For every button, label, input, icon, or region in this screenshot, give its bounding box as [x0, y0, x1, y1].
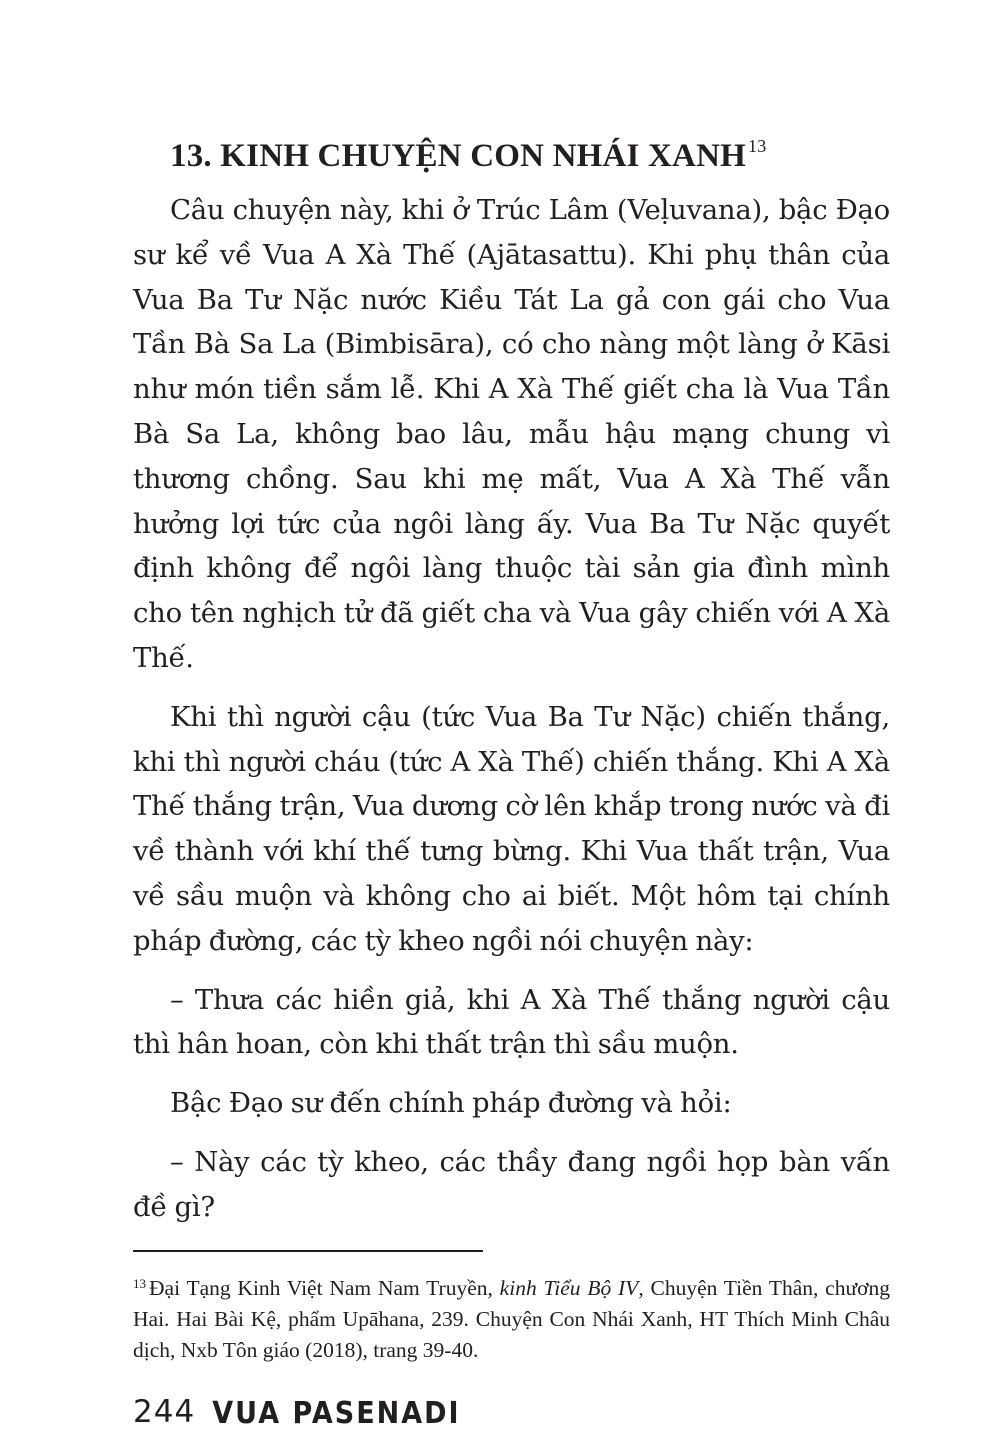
footnote-reference[interactable]: 13	[748, 136, 767, 156]
running-title: VUA PASENADI	[212, 1396, 461, 1431]
paragraph: Câu chuyện này, khi ở Trúc Lâm (Veḷuvana), bậc Đạo sư kể về Vua A Xà Thế (Ajātasattu). Khi phụ thân của Vua Ba Tư Nặc nước Kiều Tát La gả con gái cho Vua Tần Bà Sa La (Bimbisāra), có cho nàng một làng ở Kāsi như món tiền sắm lễ. Khi A Xà Thế giết cha là Vua Tần Bà Sa La, không bao lâu, mẫu hậu mạng chung vì thương chồng. Sau khi mẹ mất, Vua A Xà Thế vẫn hưởng lợi tức của ngôi làng ấy. Vua Ba Tư Nặc quyết định không để ngôi làng thuộc tài sản gia đình mình cho tên nghịch tử đã giết cha và Vua gây chiến với A Xà Thế.	[133, 194, 890, 674]
body-text	[133, 188, 890, 1230]
footnote-mark: 13	[133, 1275, 146, 1291]
paragraph: Bậc Đạo sư đến chính pháp đường và hỏi:	[170, 1087, 732, 1120]
footnote-text-before: Đại Tạng Kinh Việt Nam Nam Truyền,	[149, 1275, 500, 1300]
footnote-divider	[133, 1250, 483, 1252]
page-content	[133, 120, 890, 1366]
footnote-italic-text: kinh Tiểu Bộ IV	[499, 1275, 639, 1300]
page-number: 244	[133, 1394, 196, 1430]
paragraph: – Này các tỳ kheo, các thầy đang ngồi họp bàn vấn đề gì?	[133, 1145, 890, 1223]
page-footer	[133, 1394, 461, 1430]
paragraph: Khi thì người cậu (tức Vua Ba Tư Nặc) chiến thắng, khi thì người cháu (tức A Xà Thế) chiến thắng. Khi A Xà Thế thắng trận, Vua dương cờ lên khắp trong nước và đi về thành với khí thế tưng bừng. Khi Vua thất trận, Vua về sầu muộn và không cho ai biết. Một hôm tại chính pháp đường, các tỳ kheo ngồi nói chuyện này:	[133, 700, 890, 957]
footnote	[133, 1268, 890, 1366]
chapter-heading-text: 13. KINH CHUYỆN CON NHÁI XANH	[170, 138, 746, 174]
paragraph: – Thưa các hiền giả, khi A Xà Thế thắng người cậu thì hân hoan, còn khi thất trận thì sầu muộn.	[133, 983, 890, 1061]
chapter-heading	[170, 120, 890, 182]
footnote-text-after: , Chuyện Tiền Thân, chương Hai. Hai Bài Kệ, phẩm Upāhana, 239. Chuyện Con Nhái Xanh, HT Thích Minh Châu dịch, Nxb Tôn giáo (2018), trang 39-40.	[133, 1275, 890, 1362]
